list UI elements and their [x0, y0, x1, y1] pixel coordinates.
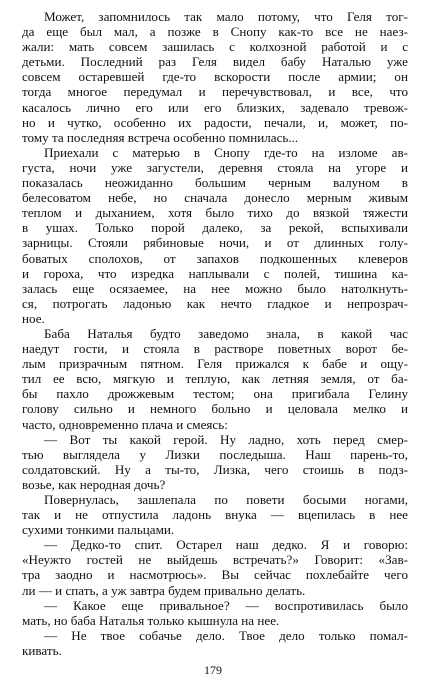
text-line: кивать.: [22, 642, 62, 658]
text-line: «Неужто гостей не выйдешь встречать?» Говорит: «Зав-: [22, 552, 408, 568]
text-line: ное.: [22, 310, 45, 326]
text-line: тогда многое передумал и перечувствовал, и все, что: [22, 84, 408, 100]
text-line: показалась неожиданно большим черным валуном в: [22, 175, 408, 191]
text-line: в ушах. Только порой далеко, за рекой, вспыхивали: [22, 220, 408, 236]
text-line: — Дедко-то спит. Остарел наш дедко. Я и говорю:: [44, 537, 408, 553]
text-line: наедут гости, и стояла в растворе поветных ворот бе-: [22, 341, 408, 357]
text-line: возье, как неродная дочь?: [22, 476, 166, 492]
paragraph: [22, 598, 408, 628]
page-number: 179: [204, 663, 222, 677]
text-line: боватых сполохов, от запахов подкошенных клеверов: [22, 250, 408, 266]
text-line: мать, но баба Наталья только кышнула на нее.: [22, 612, 280, 628]
text-line: совсем остаревшей где-то вскорости после армии; он: [22, 69, 408, 85]
paragraph: [22, 432, 408, 492]
paragraph: [22, 326, 408, 432]
text-line: — Какое еще привальное? — воспротивилась было: [44, 597, 408, 613]
text-line: жали: мать совсем зашилась с колхозной работой и с: [22, 39, 408, 55]
text-line: густа, ночи уже загустели, деревня стояла на угоре и: [22, 159, 408, 175]
text-line: так и не отпустила ладонь внука — вцепилась в нее: [22, 507, 408, 523]
text-line: — Вот ты какой герой. Ну ладно, хоть перед смер-: [44, 431, 408, 447]
text-line: Приехали с матерью в Снопу где-то на изломе ав-: [44, 144, 408, 160]
text-line: часто, одновременно плача и смеясь:: [22, 416, 228, 432]
paragraph: [22, 628, 408, 658]
text-line: и гороха, что изредка наплывали с полей, тишина ка-: [22, 265, 408, 281]
text-line: ся, потрогать ладонью как нечто гладкое и непрозрач-: [22, 295, 408, 311]
text-line: теплом и дыханием, хотя было тихо до вязкой тяжести: [22, 205, 408, 221]
text-line: тью выглядела у Лизки последыша. Наш парень-то,: [22, 446, 408, 462]
text-line: тому та последняя встреча особенно помнилась...: [22, 129, 299, 145]
text-line: залась еще осязаемее, на нее можно было натолкнуть-: [22, 280, 408, 296]
text-line: сухими тонкими пальцами.: [22, 522, 175, 538]
text-line: бы пахло дрожжевым тестом; она пригибала Гелину: [22, 386, 408, 402]
text-line: но и чутко, особенно их радости, печали, и, может, по-: [22, 114, 408, 130]
text-line: белесоватом небе, но сначала донесло мерным живым: [22, 190, 408, 206]
text-line: касалось лично его или его близких, задевало тревож-: [22, 99, 408, 115]
text-line: Повернулась, зашлепала по повети босыми ногами,: [44, 492, 408, 507]
text-line: тил ее всю, мягкую и теплую, как летняя земля, от ба-: [22, 371, 408, 387]
book-page-text: [22, 9, 408, 658]
text-line: — Не твое собачье дело. Твое дело только помал-: [44, 627, 408, 643]
text-line: зарницы. Стояли рябиновые ночи, и от длинных голу-: [22, 235, 408, 251]
text-line: тра заодно и насмотрюсь». Вы сейчас похлебайте чего: [22, 567, 408, 583]
text-line: солдатовский. Ну а ты-то, Лизка, чего стоишь в подз-: [22, 461, 408, 477]
text-line: Может, запомнилось так мало потому, что Геля тог-: [44, 9, 408, 24]
text-line: лым призрачным пятном. Геля прижался к бабе и ощу-: [22, 356, 408, 372]
paragraph: [22, 145, 408, 326]
text-line: голову сильно и немного больно и целовала мелко и: [22, 401, 408, 417]
paragraph: [22, 492, 408, 537]
text-line: да еще был мал, а позже в Снопу как-то все не наез-: [22, 24, 408, 40]
text-line: ли — и спать, а уж завтра будем привально делать.: [22, 582, 306, 598]
text-line: детьми. Последний раз Геля видел бабу Наталью уже: [22, 54, 408, 70]
paragraph: [22, 9, 408, 145]
text-line: Баба Наталья будто заведомо знала, в какой час: [44, 325, 408, 341]
paragraph: [22, 537, 408, 597]
